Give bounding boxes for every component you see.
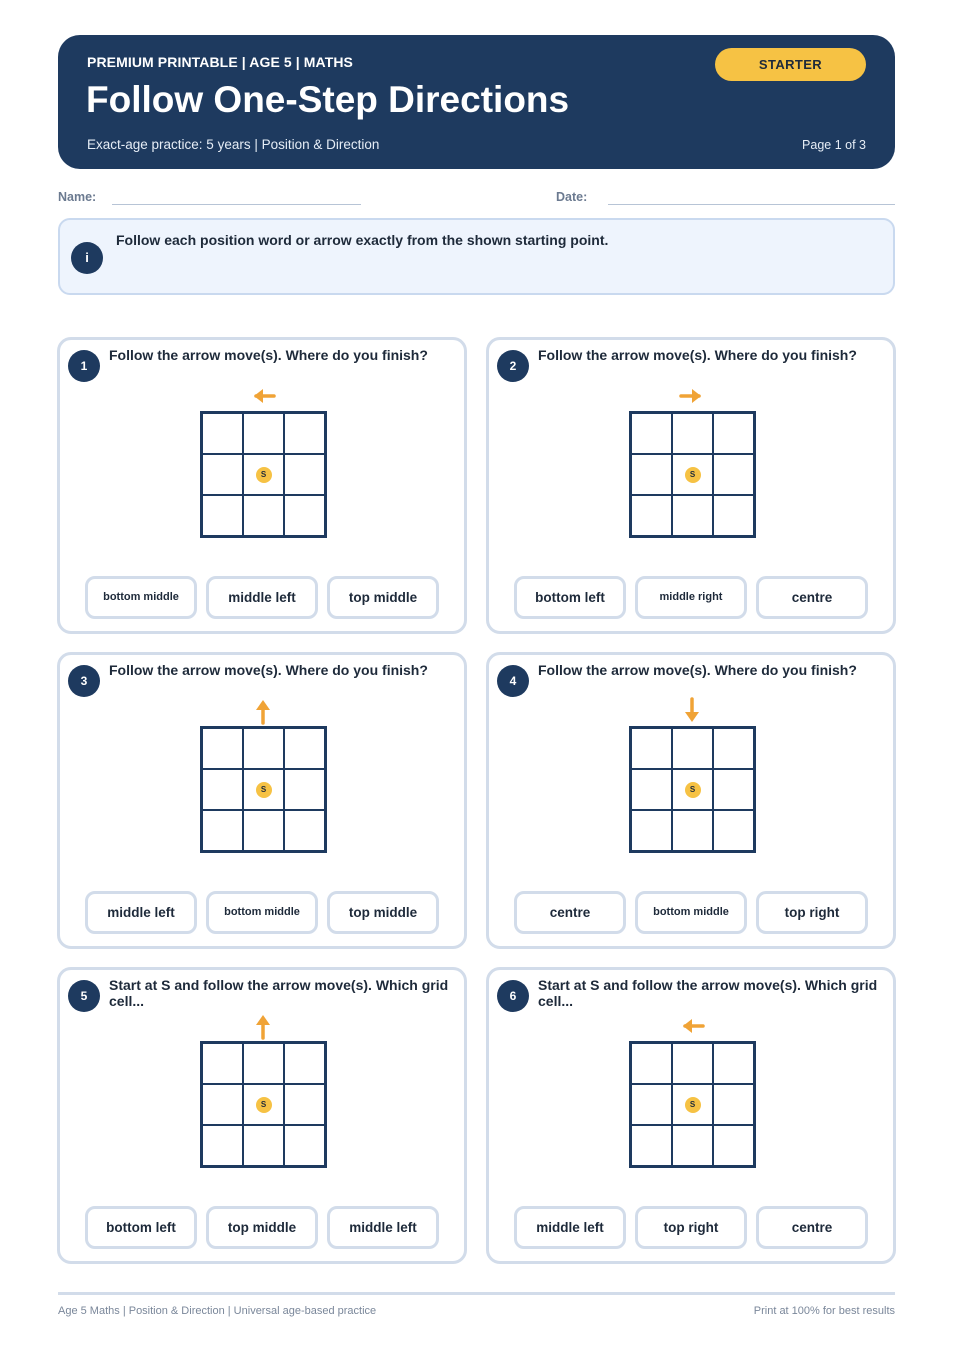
page-number: Page 1 of 3: [802, 138, 866, 152]
answer-option[interactable]: bottom left: [85, 1206, 197, 1249]
question-prompt: Follow the arrow move(s). Where do you finish?: [109, 347, 428, 363]
question-number: 4: [497, 665, 529, 697]
grid-cell-centre: [243, 769, 284, 810]
info-icon: i: [71, 242, 103, 274]
answer-option[interactable]: centre: [756, 1206, 868, 1249]
grid-cell: [243, 728, 284, 769]
grid-cell: [713, 810, 754, 851]
grid-cell-centre: [672, 454, 713, 495]
worksheet-header: [58, 35, 895, 169]
grid-cell: [202, 769, 243, 810]
footer-divider: [58, 1292, 895, 1295]
question-number: 3: [68, 665, 100, 697]
question-card: [486, 967, 896, 1264]
grid-cell: [202, 1043, 243, 1084]
grid-cell: [202, 728, 243, 769]
answer-options: [85, 1206, 440, 1250]
grid-cell: [202, 413, 243, 454]
question-card: [486, 652, 896, 949]
answer-options: [514, 1206, 869, 1250]
grid-cell: [713, 495, 754, 536]
grid-cell: [631, 810, 672, 851]
question-prompt: Follow the arrow move(s). Where do you finish?: [538, 662, 857, 678]
position-grid: [200, 411, 327, 538]
grid-cell: [631, 1125, 672, 1166]
grid-cell: [284, 728, 325, 769]
position-grid: [629, 411, 756, 538]
instructions-text: Follow each position word or arrow exactly from the shown starting point.: [116, 232, 609, 248]
grid-cell-centre: [243, 454, 284, 495]
grid-cell: [284, 413, 325, 454]
start-marker: S: [685, 467, 701, 483]
grid-cell: [631, 1084, 672, 1125]
date-line[interactable]: [608, 204, 895, 205]
question-card: [57, 337, 467, 634]
arrow-down-icon: [670, 697, 714, 725]
answer-option[interactable]: bottom middle: [85, 576, 197, 619]
question-prompt: Follow the arrow move(s). Where do you finish?: [109, 662, 428, 678]
question-number: 2: [497, 350, 529, 382]
position-grid: [629, 726, 756, 853]
position-grid: [200, 726, 327, 853]
grid-cell: [672, 810, 713, 851]
answer-option[interactable]: middle left: [206, 576, 318, 619]
answer-option[interactable]: bottom middle: [206, 891, 318, 934]
instructions-box: [58, 218, 895, 295]
grid-cell: [713, 1084, 754, 1125]
grid-cell: [284, 1084, 325, 1125]
start-marker: S: [256, 1097, 272, 1113]
start-marker: S: [256, 467, 272, 483]
question-card: [486, 337, 896, 634]
grid-cell-centre: [672, 1084, 713, 1125]
start-marker: S: [685, 1097, 701, 1113]
grid-cell: [243, 413, 284, 454]
position-grid: [629, 1041, 756, 1168]
grid-cell: [202, 810, 243, 851]
grid-cell: [672, 495, 713, 536]
grid-cell: [631, 413, 672, 454]
question-card: [57, 652, 467, 949]
grid-cell: [631, 769, 672, 810]
arrow-right-icon: [670, 382, 714, 410]
grid-cell-centre: [672, 769, 713, 810]
arrow-left-icon: [670, 1012, 714, 1040]
grid-cell: [284, 810, 325, 851]
answer-option[interactable]: bottom middle: [635, 891, 747, 934]
grid-cell: [202, 454, 243, 495]
question-number: 5: [68, 980, 100, 1012]
answer-option[interactable]: middle right: [635, 576, 747, 619]
question-prompt: Start at S and follow the arrow move(s). Which grid cell...: [538, 977, 878, 1009]
arrow-up-icon: [241, 697, 285, 725]
question-number: 6: [497, 980, 529, 1012]
header-subtitle: Exact-age practice: 5 years | Position & Direction: [87, 137, 380, 152]
grid-cell: [243, 1125, 284, 1166]
answer-option[interactable]: middle left: [85, 891, 197, 934]
grid-cell: [713, 454, 754, 495]
grid-cell: [284, 1043, 325, 1084]
grid-cell: [243, 810, 284, 851]
footer-left-text: Age 5 Maths | Position & Direction | Universal age-based practice: [58, 1305, 377, 1317]
answer-options: [514, 891, 869, 935]
date-label: Date:: [556, 190, 588, 204]
grid-cell: [284, 769, 325, 810]
question-number: 1: [68, 350, 100, 382]
grid-cell: [713, 1125, 754, 1166]
position-grid: [200, 1041, 327, 1168]
grid-cell: [713, 1043, 754, 1084]
answer-options: [514, 576, 869, 620]
grid-cell: [243, 495, 284, 536]
question-prompt: Follow the arrow move(s). Where do you finish?: [538, 347, 857, 363]
grid-cell: [631, 454, 672, 495]
answer-option[interactable]: top right: [635, 1206, 747, 1249]
grid-cell: [284, 454, 325, 495]
answer-option[interactable]: top middle: [327, 891, 439, 934]
grid-cell: [672, 728, 713, 769]
level-badge: STARTER: [715, 48, 866, 81]
start-marker: S: [256, 782, 272, 798]
page-title: Follow One-Step Directions: [86, 79, 570, 120]
answer-option[interactable]: middle left: [514, 1206, 626, 1249]
header-eyebrow: PREMIUM PRINTABLE | AGE 5 | MATHS: [87, 54, 353, 70]
grid-cell: [202, 495, 243, 536]
footer-right-text: Print at 100% for best results: [753, 1305, 895, 1317]
grid-cell: [202, 1125, 243, 1166]
answer-option[interactable]: centre: [514, 891, 626, 934]
arrow-left-icon: [241, 382, 285, 410]
grid-cell: [243, 1043, 284, 1084]
answer-options: [85, 576, 440, 620]
answer-options: [85, 891, 440, 935]
answer-option[interactable]: centre: [756, 576, 868, 619]
grid-cell: [631, 495, 672, 536]
grid-cell: [631, 728, 672, 769]
answer-option[interactable]: bottom left: [514, 576, 626, 619]
grid-cell: [672, 413, 713, 454]
name-label: Name:: [58, 190, 97, 204]
grid-cell: [202, 1084, 243, 1125]
name-line[interactable]: [112, 204, 361, 205]
question-card: [57, 967, 467, 1264]
start-marker: S: [685, 782, 701, 798]
grid-cell-centre: [243, 1084, 284, 1125]
answer-option[interactable]: middle left: [327, 1206, 439, 1249]
grid-cell: [631, 1043, 672, 1084]
grid-cell: [713, 769, 754, 810]
answer-option[interactable]: top right: [756, 891, 868, 934]
grid-cell: [713, 413, 754, 454]
grid-cell: [284, 1125, 325, 1166]
answer-option[interactable]: top middle: [206, 1206, 318, 1249]
grid-cell: [672, 1043, 713, 1084]
grid-cell: [713, 728, 754, 769]
grid-cell: [672, 1125, 713, 1166]
grid-cell: [284, 495, 325, 536]
arrow-up-icon: [241, 1012, 285, 1040]
question-prompt: Start at S and follow the arrow move(s). Which grid cell...: [109, 977, 449, 1009]
answer-option[interactable]: top middle: [327, 576, 439, 619]
